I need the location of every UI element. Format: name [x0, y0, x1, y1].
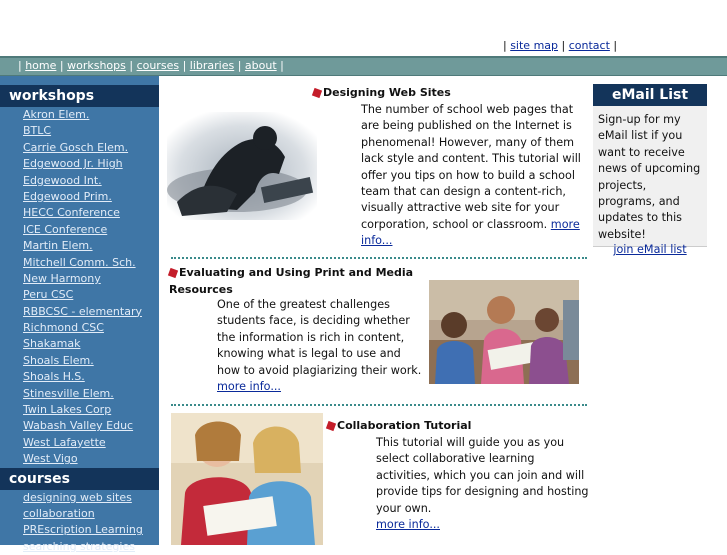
course-link[interactable]: collaboration [23, 506, 95, 520]
list-item [0, 238, 159, 254]
courses-heading: courses [0, 468, 159, 490]
more-info-link[interactable]: more info... [376, 518, 440, 532]
more-info-link[interactable]: more info... [361, 217, 580, 248]
list-item [0, 336, 159, 352]
list-item [0, 490, 159, 506]
list-item [0, 123, 159, 139]
workshops-list [0, 107, 159, 468]
nav-about[interactable]: about [244, 59, 277, 72]
list-item [0, 451, 159, 467]
course-link[interactable]: PREscription Learning [23, 523, 143, 537]
list-item [0, 255, 159, 271]
nav-libraries[interactable]: libraries [189, 59, 235, 72]
section-description: The number of school web pages that are being published on the Internet is phenomenal! However, many of them lack style and content. This tutorial will offer you tips on how to build a school team that can design a content-rich, visually attractive web site for your corporation, school or classroom. more info... [361, 103, 581, 248]
join-email-list-link[interactable]: join eMail list [613, 243, 687, 257]
list-item [0, 140, 159, 156]
list-item [0, 271, 159, 287]
list-item [0, 222, 159, 238]
list-item [0, 506, 159, 522]
section-title: Collaboration Tutorial [327, 419, 589, 432]
list-item [0, 173, 159, 189]
nav-courses[interactable]: courses [136, 59, 180, 72]
email-list-text: Sign-up for my eMail list if you want to receive news of upcoming projects, programs, and updates to this website! [598, 113, 701, 241]
web-design-photo [167, 112, 317, 220]
section-description: One of the greatest challenges students face, is deciding whether the information is rich in content, knowing what is legal to use and how to avoid plagiarizing their work. more info... [217, 298, 422, 394]
workshop-link[interactable]: Richmond CSC [23, 321, 104, 335]
list-item [0, 386, 159, 402]
workshop-link[interactable]: West Lafayette [23, 435, 106, 449]
more-info-link[interactable]: more info... [217, 380, 281, 394]
workshop-link[interactable]: Akron Elem. [23, 108, 90, 121]
workshop-link[interactable]: HECC Conference [23, 206, 120, 220]
list-item [0, 304, 159, 320]
top-nav-bar: | home | workshops | courses | libraries | about | [0, 56, 727, 76]
workshop-link[interactable]: New Harmony [23, 271, 101, 285]
list-item [0, 353, 159, 369]
email-list-box [593, 84, 707, 257]
main-content [159, 76, 592, 545]
workshop-link[interactable]: West Vigo [23, 452, 78, 466]
contact-link[interactable]: contact [568, 39, 610, 52]
workshop-link[interactable]: Edgewood Int. [23, 173, 102, 187]
courses-list [0, 490, 159, 555]
collaboration-photo [171, 413, 323, 545]
students-reading-photo [429, 280, 579, 384]
workshop-link[interactable]: RBBCSC - elementary [23, 304, 142, 318]
workshop-link[interactable]: Edgewood Prim. [23, 189, 112, 203]
list-item [0, 287, 159, 303]
email-list-heading: eMail List [593, 84, 707, 106]
workshop-link[interactable]: Edgewood Jr. High [23, 157, 123, 171]
course-link[interactable]: designing web sites [23, 490, 132, 504]
workshops-heading: workshops [0, 85, 159, 107]
workshop-link[interactable]: Shakamak [23, 337, 81, 351]
section-title: Designing Web Sites [313, 86, 589, 99]
utility-links [503, 39, 617, 52]
sidebar [0, 76, 159, 553]
pipe-separator: | [613, 39, 618, 52]
dotted-divider [171, 257, 587, 259]
workshop-link[interactable]: Mitchell Comm. Sch. [23, 255, 136, 269]
red-bullet-icon [312, 88, 322, 98]
list-item [0, 189, 159, 205]
workshop-link[interactable]: ICE Conference [23, 222, 108, 236]
workshop-link[interactable]: Martin Elem. [23, 239, 93, 253]
list-item [0, 369, 159, 385]
site-map-link[interactable]: site map [510, 39, 559, 52]
workshop-link[interactable]: Wabash Valley Educ [23, 419, 134, 433]
section-title: Evaluating and Using Print and Media Resources [169, 266, 414, 296]
red-bullet-icon [168, 268, 178, 278]
workshop-link[interactable]: Peru CSC [23, 288, 74, 302]
list-item [0, 402, 159, 418]
list-item [0, 156, 159, 172]
pipe-separator: | [561, 39, 569, 52]
list-item [0, 320, 159, 336]
course-link[interactable]: searching strategies [23, 539, 135, 553]
nav-home[interactable]: home [25, 59, 57, 72]
list-item [0, 522, 159, 538]
list-item [0, 418, 159, 434]
workshop-link[interactable]: Carrie Gosch Elem. [23, 140, 129, 154]
pipe-separator: | [503, 39, 511, 52]
workshop-link[interactable]: Twin Lakes Corp [23, 403, 112, 417]
list-item [0, 435, 159, 451]
list-item [0, 107, 159, 123]
list-item [0, 539, 159, 555]
list-item [0, 205, 159, 221]
workshop-link[interactable]: Shoals Elem. [23, 353, 94, 367]
dotted-divider [171, 404, 587, 406]
workshop-link[interactable]: Shoals H.S. [23, 370, 85, 384]
red-bullet-icon [326, 421, 336, 431]
section-description: This tutorial will guide you as you select collaborative learning activities, which you can join and will provide tips for designing and hosting your own. more info... [376, 436, 589, 532]
workshop-link[interactable]: Stinesville Elem. [23, 386, 114, 400]
workshop-link[interactable]: BTLC [23, 124, 52, 138]
nav-workshops[interactable]: workshops [67, 59, 126, 72]
